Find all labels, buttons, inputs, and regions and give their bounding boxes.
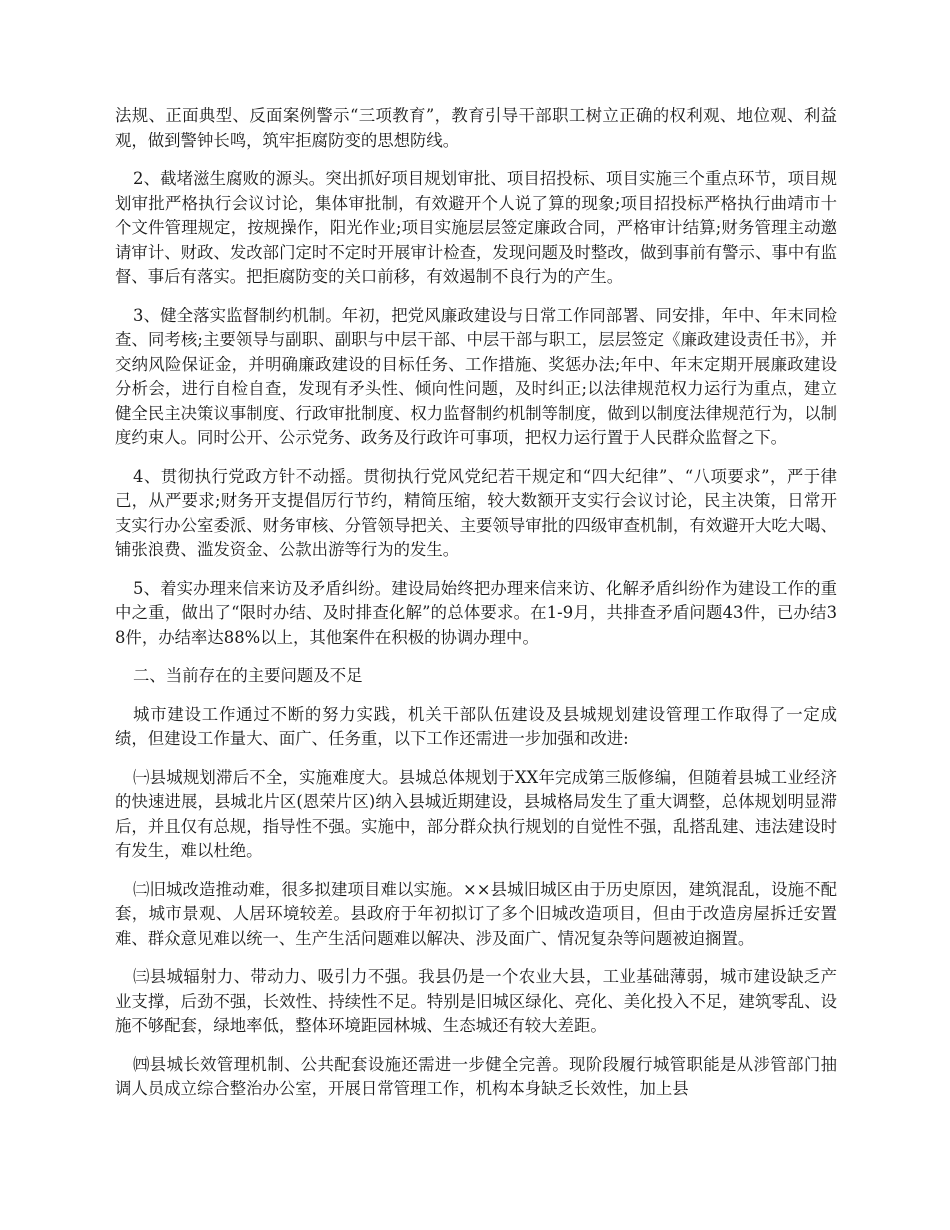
paragraph-education-continued: 法规、正面典型、反面案例警示“三项教育”，教育引导干部职工树立正确的权利观、地位观、利益观，做到警钟长鸣，筑牢拒腐防变的思想防线。 — [115, 106, 837, 150]
paragraph-problem-1-planning: ㈠县城规划滞后不全，实施难度大。县城总体规划于XX年完成第三版修编，但随着县城工业经济的快速进展，县城北片区(恩荣片区)纳入县城近期建设，县城格局发生了重大调整，总体规划明显滞后，并且仅有总规，指导性不强。实施中，部分群众执行规划的自觉性不强，乱搭乱建、违法建设时有发生，难以杜绝。 — [115, 767, 837, 860]
paragraph-item-4-policy: 4、贯彻执行党政方针不动摇。贯彻执行党风党纪若干规定和“四大纪律”、“八项要求”，严于律己，从严要求;财务开支提倡厉行节约，精简压缩，较大数额开支实行会议讨论，民主决策，日常开支实行办公室委派、财务审核、分管领导把关、主要领导审批的四级审查机制，有效避开大吃大喝、铺张浪费、滥发资金、公款出游等行为的发生。 — [115, 466, 837, 559]
paragraph-item-3-supervision: 3、健全落实监督制约机制。年初，把党风廉政建设与日常工作同部署、同安排，年中、年末同检查、同考核;主要领导与副职、副职与中层干部、中层干部与职工，层层签定《廉政建设责任书》，并交纳风险保证金，并明确廉政建设的目标任务、工作措施、奖惩办法;年中、年末定期开展廉政建设分析会，进行自检自查，发现有矛头性、倾向性问题，及时纠正;以法律规范权力运行为重点，建立健全民主决策议事制度、行政审批制度、权力监督制约机制等制度，做到以制度法律规范行为，以制度约束人。同时公开、公示党务、政务及行政许可事项，把权力运行置于人民群众监督之下。 — [115, 305, 837, 447]
document-page — [115, 104, 837, 1116]
paragraph-problem-3-influence: ㈢县城辐射力、带动力、吸引力不强。我县仍是一个农业大县，工业基础薄弱，城市建设缺乏产业支撑，后劲不强，长效性、持续性不足。特别是旧城区绿化、亮化、美化投入不足，建筑零乱、设施不够配套，绿地率低，整体环境距园林城、生态城还有较大差距。 — [115, 967, 837, 1035]
paragraph-problem-2-old-city: ㈡旧城改造推动难，很多拟建项目难以实施。××县城旧城区由于历史原因，建筑混乱，设施不配套，城市景观、人居环境较差。县政府于年初拟订了多个旧城改造项目，但由于改造房屋拆迁安置难、群众意见难以统一、生产生活问题难以解决、涉及面广、情况复杂等问题被迫搁置。 — [115, 879, 837, 948]
paragraph-item-2-source-control: 2、截堵滋生腐败的源头。突出抓好项目规划审批、项目招投标、项目实施三个重点环节，项目规划审批严格执行会议讨论，集体审批制，有效避开个人说了算的现象;项目招投标严格执行曲靖市十个文件管理规定，按规操作，阳光作业;项目实施层层签定廉政合同，严格审计结算;财务管理主动邀请审计、财政、发改部门定时不定时开展审计检查，发现问题及时整改，做到事前有警示、事中有监督、事后有落实。把拒腐防变的关口前移，有效遏制不良行为的产生。 — [115, 169, 837, 286]
section-heading-problems: 二、当前存在的主要问题及不足 — [133, 666, 363, 685]
paragraph-problems-intro: 城市建设工作通过不断的努力实践，机关干部队伍建设及县城规划建设管理工作取得了一定成绩，但建设工作量大、面广、任务重，以下工作还需进一步加强和改进: — [115, 704, 837, 748]
paragraph-problem-4-management: ㈣县城长效管理机制、公共配套设施还需进一步健全完善。现阶段履行城管职能是从涉管部门抽调人员成立综合整治办公室，开展日常管理工作，机构本身缺乏长效性，加上县 — [115, 1054, 837, 1098]
paragraph-item-5-petitions: 5、着实办理来信来访及矛盾纠纷。建设局始终把办理来信来访、化解矛盾纠纷作为建设工作的重中之重，做出了“限时办结、及时排查化解”的总体要求。在1-9月，共排查矛盾问题43件，已办结38件，办结率达88%以上，其他案件在积极的协调办理中。 — [115, 578, 837, 647]
